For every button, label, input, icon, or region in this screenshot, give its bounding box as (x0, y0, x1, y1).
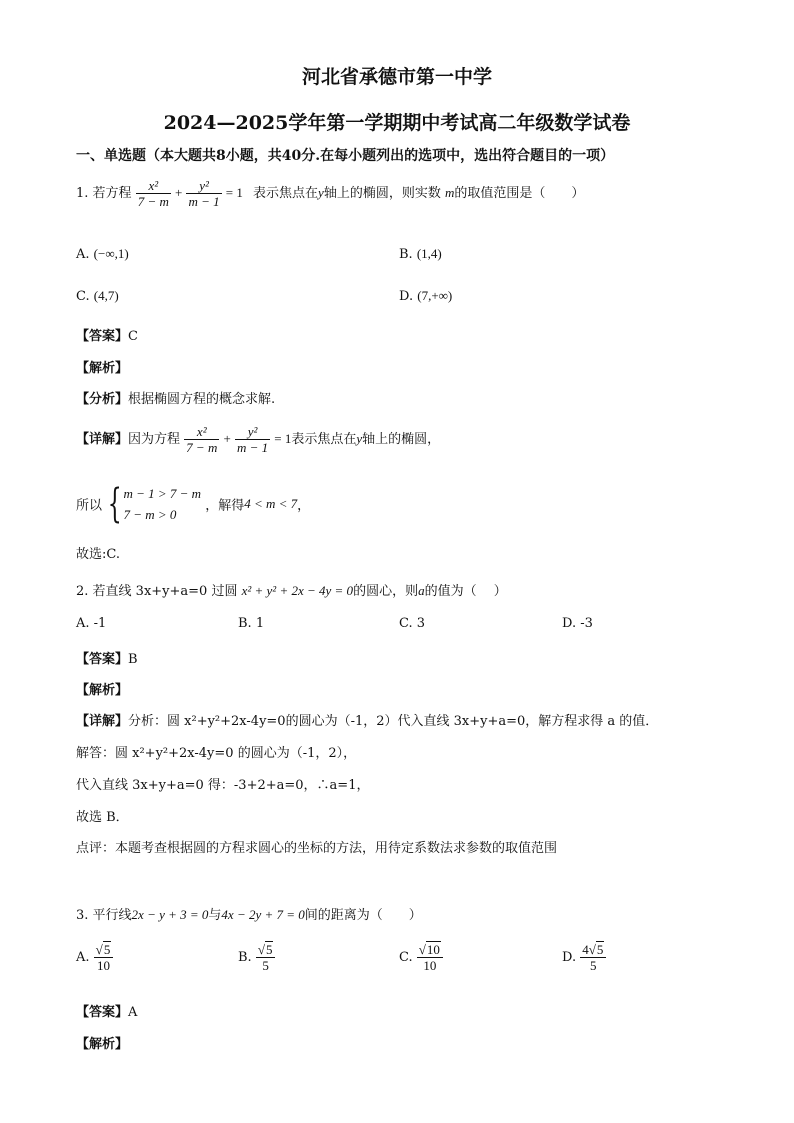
q1-number: 1. 若方程 (76, 186, 132, 201)
q3-stem: 3. 平行线2x − y + 3 = 0与4x − 2y + 7 = 0间的距离为（ ） (76, 907, 422, 923)
q2-line2: 代入直线 3x+y+a=0 得：-3+2+a=0，∴a=1， (76, 778, 370, 793)
q2-line3: 故选 B． (76, 810, 129, 825)
q3-option-a: A. $\frac{√5}{10}$ (76, 942, 113, 973)
q1-frac2: $\frac{\text{y²}}{m - 1}$ (188, 178, 220, 209)
q2-detail: 【详解】分析：圆 x²+y²+2x-4y=0的圆心为（-1，2）代入直线 3x+y+a=0，解方程求得 a 的值． (76, 714, 659, 729)
q1-answer: 【答案】C (76, 329, 138, 344)
q1-option-b: B. (1,4) (399, 246, 442, 262)
q2-stem: 2. 若直线 3x+y+a=0 过圆 x² + y² + 2x − 4y = 0的圆心，则a的值为（ ） (76, 583, 507, 599)
q2-option-d: D. -3 (562, 616, 593, 631)
q2-analysis-label: 【解析】 (76, 683, 129, 698)
q1-stem: 1. 若方程 $\frac{\text{x²}}{7 - m}$ + $\frac{\text{y²}}{m - 1}$ = 1 表示焦点在y轴上的椭圆，则实数 m的取值范围是（ ） (76, 178, 585, 209)
school-title: 河北省承德市第一中学 (301, 66, 492, 88)
q2-line1: 解答：圆 x²+y²+2x-4y=0 的圆心为（-1，2）， (76, 746, 357, 761)
q1-detail: 【详解】因为方程 $\frac{\text{x²}}{7 - m}$ + $\frac{\text{y²}}{m - 1}$ = 1表示焦点在y轴上的椭圆， (76, 424, 441, 455)
exam-title: 2024—2025学年第一学期期中考试高二年级数学试卷 (163, 112, 631, 134)
q1-option-c: C. (4,7) (76, 288, 119, 304)
q2-option-c: C. 3 (399, 616, 426, 631)
q1-option-d: D. (7,+∞) (399, 288, 453, 304)
q1-choose: 故选:C. (76, 547, 120, 562)
q2-option-a: A. -1 (76, 616, 107, 631)
q3-analysis-label: 【解析】 (76, 1037, 129, 1052)
q1-system: 所以 { m − 1 > 7 − m 7 − m > 0 ，解得4 < m < 7， (76, 481, 311, 527)
q1-fenxi: 【分析】根据椭圆方程的概念求解. (76, 392, 276, 407)
q1-frac1: $\frac{\text{x²}}{7 - m}$ (137, 178, 169, 209)
q3-option-b: B. $\frac{√5}{5}$ (238, 942, 275, 973)
q2-option-b: B. 1 (238, 616, 265, 631)
q2-comment: 点评：本题考查根据圆的方程求圆心的坐标的方法，用待定系数法求参数的取值范围 (76, 841, 558, 856)
q1-analysis-label: 【解析】 (76, 361, 129, 376)
q3-option-c: C. $\frac{√10}{10}$ (399, 942, 443, 973)
section-heading: 一、单选题（本大题共8小题，共40分.在每小题列出的选项中，选出符合题目的一项） (76, 148, 615, 164)
q1-option-a: A. (−∞,1) (76, 246, 129, 262)
q2-answer: 【答案】B (76, 652, 138, 667)
q3-answer: 【答案】A (76, 1005, 138, 1020)
q3-option-d: D. $\frac{4√5}{5}$ (562, 942, 606, 973)
